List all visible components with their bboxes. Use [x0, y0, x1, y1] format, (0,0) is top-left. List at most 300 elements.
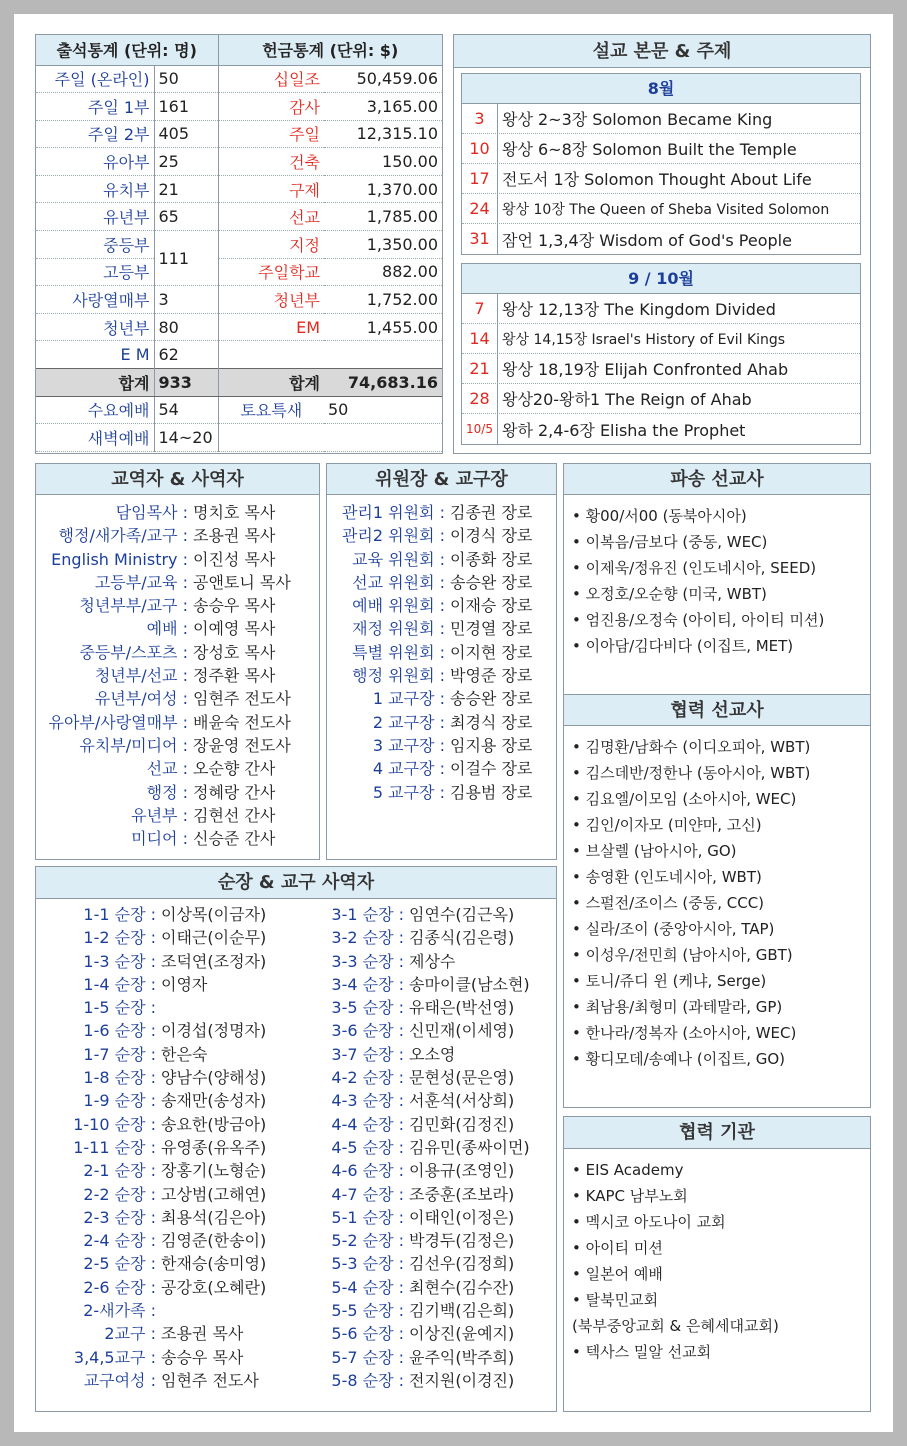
- role-name: 공앤토니 목사: [193, 572, 291, 592]
- role-label: 청년부부/교구 :: [79, 596, 188, 616]
- total-attendance: 933: [154, 369, 218, 397]
- role-label: 중등부/스포츠 :: [79, 642, 188, 662]
- role-name: 임현주 전도사: [193, 689, 291, 709]
- role-line: [36, 1113, 286, 1136]
- role-line: [286, 1252, 556, 1275]
- role-line: [286, 1159, 556, 1182]
- role-label: 2 교구장 :: [372, 712, 445, 732]
- sermon-title: 설교 본문 & 주제: [454, 35, 870, 68]
- role-name: 윤주익(박주희): [409, 1347, 515, 1367]
- service-row: [36, 424, 442, 452]
- role-line: [36, 1136, 286, 1159]
- role-label: 유년부 :: [131, 805, 188, 825]
- role-label: 교육 위원회 :: [352, 549, 445, 569]
- role-line: [327, 757, 556, 780]
- role-name: 이용규(조영인): [409, 1161, 515, 1181]
- role-name: 유영종(유옥주): [161, 1137, 267, 1157]
- offering-value: 50,459.06: [324, 65, 442, 93]
- role-line: [286, 926, 556, 949]
- role-label: 행정 :: [146, 782, 188, 802]
- attendance-label: 주일 (온라인): [36, 65, 154, 93]
- role-label: 4-5 순장 :: [331, 1137, 404, 1157]
- offering-value: 1,752.00: [324, 286, 442, 314]
- month-title: 9 / 10월: [462, 264, 860, 294]
- role-name: 최현수(김수잔): [409, 1277, 515, 1297]
- role-name: 조덕연(조정자): [161, 951, 267, 971]
- offering-value: 1,350.00: [324, 231, 442, 259]
- role-line: [327, 571, 556, 594]
- agencies-box: [563, 1116, 871, 1412]
- role-line: [36, 1183, 286, 1206]
- attendance-value: 62: [154, 341, 218, 369]
- list-item: (북부중앙교회 & 은혜세대교회): [572, 1317, 779, 1335]
- role-line: [36, 1322, 286, 1345]
- offering-value: 12,315.10: [324, 120, 442, 148]
- role-name: 송요한(방금아): [161, 1114, 267, 1134]
- sermon-row: [462, 134, 860, 164]
- role-label: 3-5 순장 :: [331, 998, 404, 1018]
- total-label: 합계: [36, 369, 154, 397]
- role-line: [36, 950, 286, 973]
- role-name: 배윤숙 전도사: [193, 712, 291, 732]
- sermon-date: 10: [462, 134, 498, 163]
- offering-value: [324, 341, 442, 369]
- role-label: 1-2 순장 :: [83, 928, 156, 948]
- role-line: [36, 1252, 286, 1275]
- staff-box: [35, 463, 320, 860]
- offering-header: 헌금통계 (단위: $): [218, 35, 442, 65]
- list-item: • 엄진용/오정숙 (아이티, 아이티 미션): [572, 611, 825, 629]
- role-line: [36, 1276, 286, 1299]
- offering-label: 선교: [218, 203, 324, 231]
- attendance-label: 중등부: [36, 231, 154, 259]
- role-line: [286, 996, 556, 1019]
- attendance-value: 25: [154, 148, 218, 176]
- offering-label: 감사: [218, 93, 324, 121]
- service-value: 14~20: [154, 424, 218, 452]
- role-line: [286, 1066, 556, 1089]
- month-sep-oct: [461, 263, 861, 445]
- agencies-title: 협력 기관: [564, 1117, 870, 1149]
- sermon-date: 21: [462, 354, 498, 383]
- role-name: 송승완 장로: [450, 572, 533, 592]
- sermon-text: 왕상 10장 The Queen of Sheba Visited Solomon: [502, 201, 830, 218]
- role-name: 한은숙: [161, 1044, 208, 1064]
- role-line: [327, 594, 556, 617]
- role-name: [156, 1301, 161, 1320]
- list-item: • 탈북민교회: [572, 1291, 659, 1309]
- role-label: 5 교구장 :: [372, 782, 445, 802]
- role-line: [36, 571, 319, 594]
- role-name: 김용범 장로: [450, 782, 533, 802]
- role-line: [327, 781, 556, 804]
- offering-value: 150.00: [324, 148, 442, 176]
- role-line: [286, 1113, 556, 1136]
- role-line: [36, 1019, 286, 1042]
- role-label: 4-3 순장 :: [331, 1091, 404, 1111]
- role-line: [36, 1369, 286, 1392]
- role-line: [36, 641, 319, 664]
- sermon-row: [462, 384, 860, 414]
- role-name: 이지현 장로: [450, 642, 533, 662]
- role-label: 2-1 순장 :: [83, 1161, 156, 1181]
- partners-box: [563, 694, 871, 1108]
- role-name: 이영자: [161, 974, 208, 994]
- role-name: 최용석(김은아): [161, 1207, 267, 1227]
- attendance-label: 고등부: [36, 258, 154, 286]
- role-label: 1-10 순장 :: [73, 1114, 156, 1134]
- role-line: [36, 973, 286, 996]
- role-name: 이상목(이금자): [161, 905, 267, 924]
- sermon-text: 왕상 14,15장 Israel's History of Evil Kings: [502, 331, 786, 348]
- role-line: [36, 926, 286, 949]
- role-line: [36, 734, 319, 757]
- role-name: 송승우 목사: [161, 1347, 244, 1367]
- sermon-text: 잠언 1,3,4장 Wisdom of God's People: [502, 230, 792, 250]
- role-name: 김영준(한송이): [161, 1231, 267, 1251]
- role-line: [36, 1346, 286, 1369]
- role-label: 1-3 순장 :: [83, 951, 156, 971]
- list-item: • 이아담/김다비다 (이집트, MET): [572, 637, 794, 655]
- sermon-box: [453, 34, 871, 454]
- role-line: [286, 1206, 556, 1229]
- committee-box: [326, 463, 557, 860]
- role-name: 이경섭(정명자): [161, 1021, 267, 1041]
- role-line: [36, 594, 319, 617]
- role-label: 선교 :: [146, 759, 188, 779]
- role-name: 문현성(문은영): [409, 1068, 515, 1088]
- role-label: 5-6 순장 :: [331, 1324, 404, 1344]
- attendance-value: 405: [154, 120, 218, 148]
- sermon-row: [462, 194, 860, 224]
- role-name: 양남수(양해성): [161, 1068, 267, 1088]
- role-line: [36, 501, 319, 524]
- service-value: [324, 424, 442, 452]
- sermon-text: 왕상 6~8장 Solomon Built the Temple: [502, 140, 797, 159]
- role-name: 신민재(이세영): [409, 1021, 515, 1041]
- role-line: [286, 1369, 556, 1392]
- role-line: [36, 524, 319, 547]
- list-item: • 브살렐 (남아시아, GO): [572, 842, 737, 860]
- role-name: 이태인(이정은): [409, 1207, 515, 1227]
- list-item: • 이제욱/정유진 (인도네시아, SEED): [572, 559, 817, 577]
- role-name: 송승완 장로: [450, 689, 533, 709]
- role-line: [327, 641, 556, 664]
- role-label: 4-7 순장 :: [331, 1184, 404, 1204]
- role-name: 김선우(김정희): [409, 1254, 515, 1274]
- sermon-date: 3: [462, 104, 498, 133]
- stats-row: [36, 203, 442, 231]
- role-line: [286, 1136, 556, 1159]
- role-label: 5-4 순장 :: [331, 1277, 404, 1297]
- role-label: 3,4,5교구 :: [73, 1347, 156, 1367]
- role-line: [327, 548, 556, 571]
- role-name: 김민화(김정진): [409, 1114, 515, 1134]
- role-label: 5-7 순장 :: [331, 1347, 404, 1367]
- stats-row: [36, 120, 442, 148]
- stats-row: [36, 65, 442, 93]
- list-item: • 이복음/금보다 (중동, WEC): [572, 533, 768, 551]
- role-name: 유태은(박선영): [409, 998, 515, 1018]
- offering-label: 지정: [218, 231, 324, 259]
- offering-label: 십일조: [218, 65, 324, 93]
- role-name: 이종화 장로: [450, 549, 533, 569]
- role-label: 2-새가족 :: [83, 1301, 156, 1321]
- role-name: 전지원(이경진): [409, 1370, 515, 1390]
- offering-label: 청년부: [218, 286, 324, 314]
- stats-row: [36, 148, 442, 176]
- role-line: [36, 757, 319, 780]
- month-title: 8월: [462, 74, 860, 104]
- service-label: [218, 424, 324, 452]
- role-name: 이재승 장로: [450, 596, 533, 616]
- role-name: 임현주 전도사: [161, 1370, 259, 1390]
- role-label: 2-4 순장 :: [83, 1231, 156, 1251]
- stats-total-row: [36, 369, 442, 397]
- role-line: [327, 617, 556, 640]
- offering-label: [218, 341, 324, 369]
- role-name: 최경식 장로: [450, 712, 533, 732]
- role-name: 명치호 목사: [193, 503, 276, 522]
- service-value: 50: [324, 396, 442, 424]
- list-item: • 송영환 (인도네시아, WBT): [572, 868, 762, 886]
- role-label: 3-1 순장 :: [331, 905, 404, 924]
- attendance-value: 80: [154, 313, 218, 341]
- sermon-date: 31: [462, 224, 498, 254]
- partners-title: 협력 선교사: [564, 694, 870, 726]
- missionaries-box: [563, 463, 871, 708]
- sermon-date: 17: [462, 164, 498, 193]
- role-name: 한재승(송미영): [161, 1254, 267, 1274]
- role-line: [36, 548, 319, 571]
- role-name: 조용권 목사: [161, 1324, 244, 1344]
- stats-row: [36, 286, 442, 314]
- list-item: • 아이티 미션: [572, 1239, 663, 1257]
- offering-label: 건축: [218, 148, 324, 176]
- list-item: • 텍사스 밀알 선교회: [572, 1343, 712, 1361]
- sermon-date: 24: [462, 194, 498, 223]
- attendance-header: 출석통계 (단위: 명): [36, 35, 218, 65]
- role-line: [286, 1089, 556, 1112]
- role-name: 장윤영 전도사: [193, 735, 291, 755]
- list-item: • 스펄전/조이스 (중동, CCC): [572, 894, 765, 912]
- role-name: 송마이클(남소현): [409, 974, 530, 994]
- role-label: 고등부/교육 :: [94, 572, 188, 592]
- role-label: 1-8 순장 :: [83, 1068, 156, 1088]
- attendance-value: 161: [154, 93, 218, 121]
- role-line: [286, 950, 556, 973]
- role-label: 4 교구장 :: [372, 759, 445, 779]
- role-name: 이상진(윤예지): [409, 1324, 515, 1344]
- role-line: [286, 1183, 556, 1206]
- role-label: 행정/새가족/교구 :: [58, 526, 188, 546]
- role-label: 1-6 순장 :: [83, 1021, 156, 1041]
- role-label: English Ministry :: [51, 549, 188, 569]
- role-label: 2-3 순장 :: [83, 1207, 156, 1227]
- role-label: 1 교구장 :: [372, 689, 445, 709]
- service-row: [36, 396, 442, 424]
- role-line: [286, 1229, 556, 1252]
- role-label: 특별 위원회 :: [352, 642, 445, 662]
- role-line: [286, 1322, 556, 1345]
- role-line: [36, 1299, 286, 1322]
- sermon-row: [462, 414, 860, 444]
- role-label: 재정 위원회 :: [352, 619, 445, 639]
- role-label: 5-1 순장 :: [331, 1207, 404, 1227]
- role-name: 이예영 목사: [193, 619, 276, 639]
- role-line: [36, 781, 319, 804]
- role-label: 4-6 순장 :: [331, 1161, 404, 1181]
- role-label: 2교구 :: [104, 1324, 156, 1344]
- total-offering: 74,683.16: [324, 369, 442, 397]
- sermon-date: 14: [462, 324, 498, 353]
- sermon-row: [462, 294, 860, 324]
- offering-value: 1,455.00: [324, 313, 442, 341]
- role-label: 예배 위원회 :: [352, 596, 445, 616]
- role-name: 정주환 목사: [193, 666, 276, 686]
- offering-label: 구제: [218, 175, 324, 203]
- sermon-row: [462, 104, 860, 134]
- stats-row: [36, 175, 442, 203]
- role-label: 청년부/선교 :: [94, 666, 188, 686]
- role-name: 고상범(고해연): [161, 1184, 267, 1204]
- sermon-text: 왕상 18,19장 Elijah Confronted Ahab: [502, 360, 789, 379]
- role-label: 예배 :: [146, 619, 188, 639]
- month-august: [461, 73, 861, 255]
- role-label: 관리1 위원회 :: [341, 503, 445, 522]
- attendance-value: 21: [154, 175, 218, 203]
- role-line: [327, 664, 556, 687]
- role-name: 김유민(종싸이먼): [409, 1137, 530, 1157]
- role-label: 4-4 순장 :: [331, 1114, 404, 1134]
- role-line: [36, 827, 319, 850]
- role-name: 공강호(오혜란): [161, 1277, 267, 1297]
- role-label: 2-6 순장 :: [83, 1277, 156, 1297]
- role-line: [36, 664, 319, 687]
- role-label: 1-4 순장 :: [83, 974, 156, 994]
- stats-row: [36, 313, 442, 341]
- service-value: 54: [154, 396, 218, 424]
- list-item: • 황디모데/송예나 (이집트, GO): [572, 1050, 786, 1068]
- list-item: • 김요엘/이모임 (소아시아, WEC): [572, 790, 797, 808]
- role-name: 조중훈(조보라): [409, 1184, 515, 1204]
- staff-title: 교역자 & 사역자: [36, 464, 319, 495]
- role-name: 김종권 장로: [450, 503, 533, 522]
- list-item: • 일본어 예배: [572, 1265, 663, 1283]
- sermon-date: 10/5: [462, 414, 498, 444]
- sermon-row: [462, 324, 860, 354]
- total-offering-label: 합계: [218, 369, 324, 397]
- role-label: 3-2 순장 :: [331, 928, 404, 948]
- role-label: 유치부/미디어 :: [79, 735, 188, 755]
- role-line: [286, 1019, 556, 1042]
- role-line: [286, 903, 556, 926]
- role-name: 이태근(이순무): [161, 928, 267, 948]
- role-name: 송승우 목사: [193, 596, 276, 616]
- role-label: 관리2 위원회 :: [341, 526, 445, 546]
- role-label: 3-6 순장 :: [331, 1021, 404, 1041]
- role-line: [36, 1229, 286, 1252]
- stats-box: [35, 34, 443, 454]
- attendance-label: E M: [36, 341, 154, 369]
- offering-value: 1,785.00: [324, 203, 442, 231]
- service-label: 새벽예배: [36, 424, 154, 452]
- list-item: • 김인/이자모 (미얀마, 고신): [572, 816, 762, 834]
- role-line: [327, 734, 556, 757]
- role-name: 송재만(송성자): [161, 1091, 267, 1111]
- attendance-label: 유아부: [36, 148, 154, 176]
- role-label: 3-7 순장 :: [331, 1044, 404, 1064]
- list-item: • 최남용/최형미 (과테말라, GP): [572, 998, 783, 1016]
- role-label: 유아부/사랑열매부 :: [48, 712, 188, 732]
- list-item: • 실라/조이 (중앙아시아, TAP): [572, 920, 775, 938]
- role-line: [327, 711, 556, 734]
- role-line: [36, 687, 319, 710]
- role-name: 서훈석(서상희): [409, 1091, 515, 1111]
- stats-row: [36, 93, 442, 121]
- role-name: 민경열 장로: [450, 619, 533, 639]
- role-label: 담임목사 :: [115, 503, 188, 522]
- role-label: 5-2 순장 :: [331, 1231, 404, 1251]
- role-name: 박경두(김정은): [409, 1231, 515, 1251]
- role-name: 조용권 목사: [193, 526, 276, 546]
- attendance-value: 3: [154, 286, 218, 314]
- role-line: [327, 524, 556, 547]
- role-line: [286, 1346, 556, 1369]
- sermon-text: 왕상20-왕하1 The Reign of Ahab: [502, 390, 752, 409]
- role-line: [36, 1043, 286, 1066]
- role-label: 5-8 순장 :: [331, 1370, 404, 1390]
- attendance-label: 주일 2부: [36, 120, 154, 148]
- role-name: 김현선 간사: [193, 805, 276, 825]
- role-name: 이걸수 장로: [450, 759, 533, 779]
- offering-value: 1,370.00: [324, 175, 442, 203]
- role-line: [286, 1276, 556, 1299]
- role-name: 오순향 간사: [193, 759, 276, 779]
- service-label: 수요예배: [36, 396, 154, 424]
- list-item: • 오정호/오순향 (미국, WBT): [572, 585, 767, 603]
- attendance-value: 50: [154, 65, 218, 93]
- committee-title: 위원장 & 교구장: [327, 464, 556, 495]
- role-label: 선교 위원회 :: [352, 572, 445, 592]
- role-label: 2-2 순장 :: [83, 1184, 156, 1204]
- role-name: 신승준 간사: [193, 829, 276, 849]
- role-line: [327, 501, 556, 524]
- role-label: 4-2 순장 :: [331, 1068, 404, 1088]
- sermon-row: [462, 164, 860, 194]
- attendance-label: 유년부: [36, 203, 154, 231]
- sermon-text: 전도서 1장 Solomon Thought About Life: [502, 170, 812, 189]
- attendance-label: 주일 1부: [36, 93, 154, 121]
- role-name: 이진성 목사: [193, 549, 276, 569]
- sermon-text: 왕하 2,4-6장 Elisha the Prophet: [502, 420, 746, 440]
- leaders-box: [35, 866, 557, 1412]
- role-line: [327, 687, 556, 710]
- role-label: 미디어 :: [131, 829, 188, 849]
- role-label: 1-9 순장 :: [83, 1091, 156, 1111]
- attendance-label: 사랑열매부: [36, 286, 154, 314]
- stats-row: [36, 341, 442, 369]
- list-item: • 이성우/전민희 (남아시아, GBT): [572, 946, 793, 964]
- role-line: [36, 1066, 286, 1089]
- role-name: 임연수(김근옥): [409, 905, 515, 924]
- sermon-text: 왕상 2~3장 Solomon Became King: [502, 110, 773, 129]
- role-line: [286, 1299, 556, 1322]
- list-item: • 황00/서00 (동북아시아): [572, 507, 747, 525]
- role-line: [36, 1159, 286, 1182]
- role-name: 박영준 장로: [450, 666, 533, 686]
- list-item: • 멕시코 아도나이 교회: [572, 1213, 726, 1231]
